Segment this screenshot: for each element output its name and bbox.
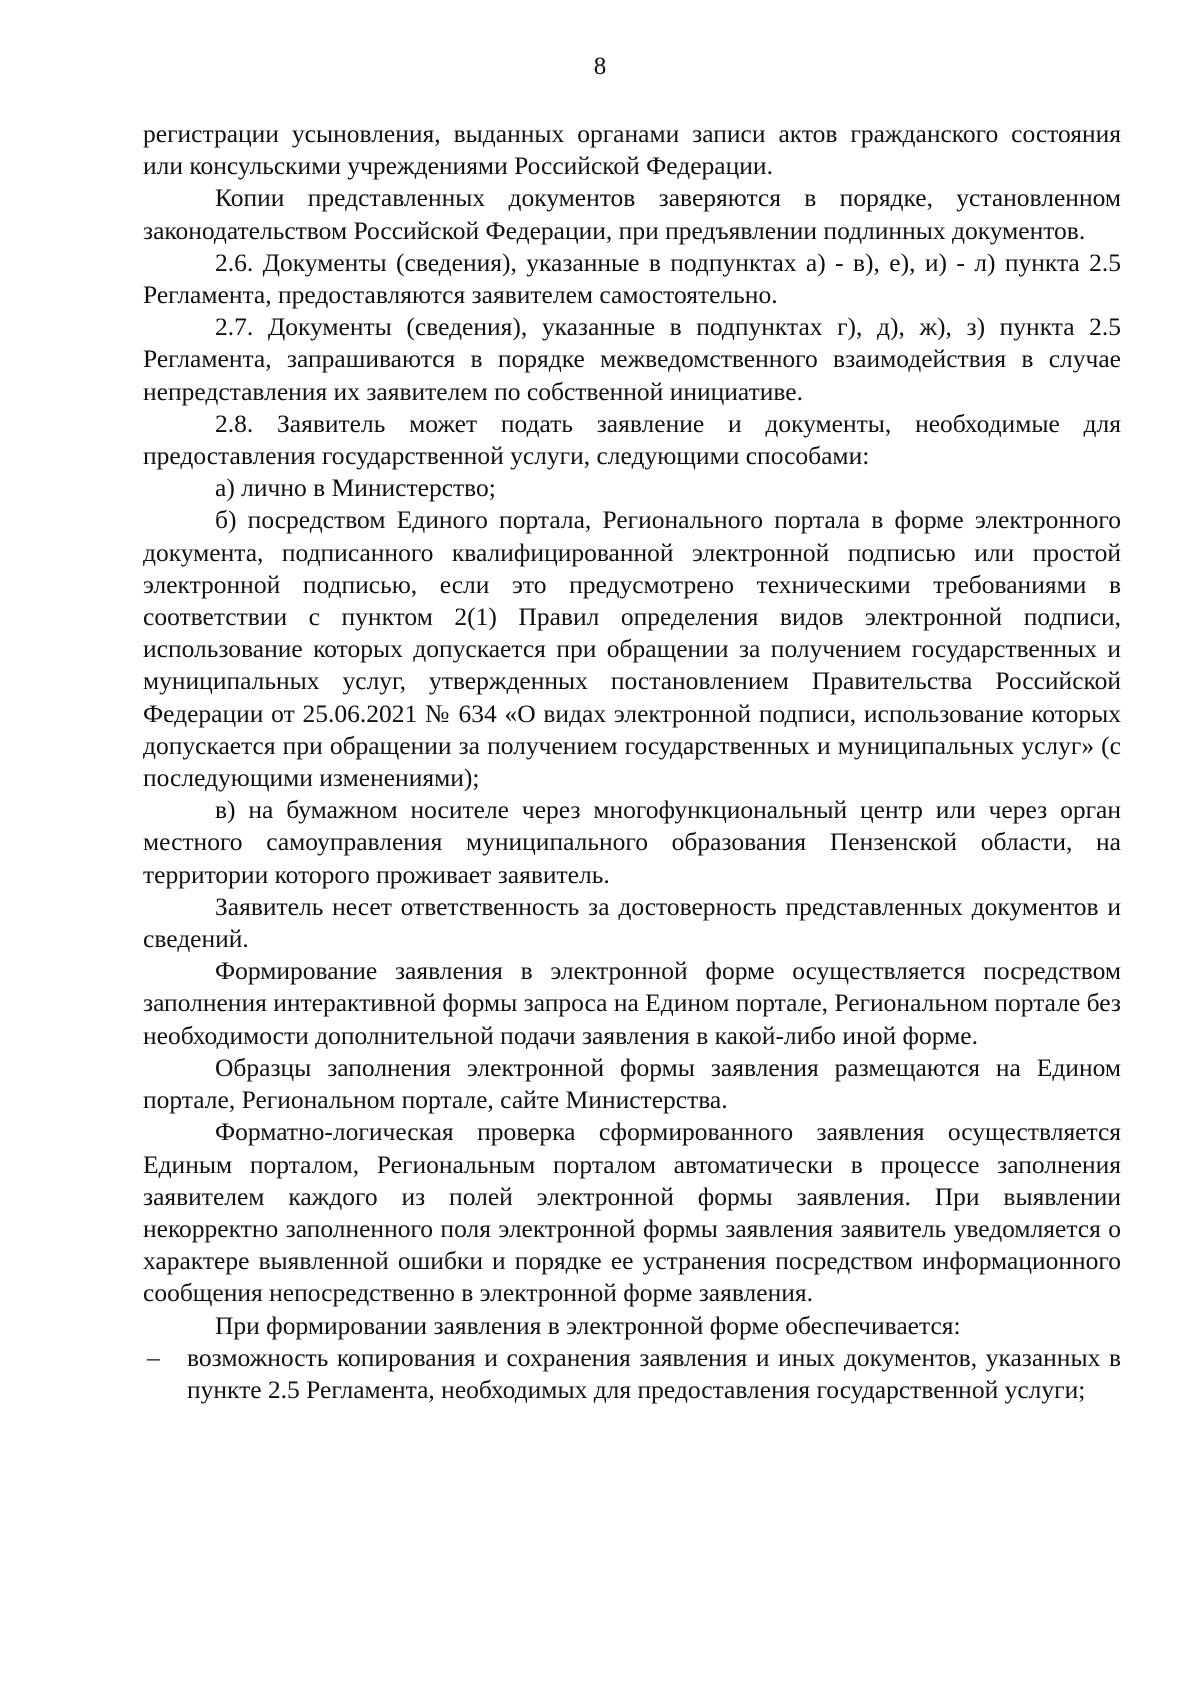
document-body — [143, 118, 1121, 1406]
list-item-a: а) лично в Министерство; — [215, 473, 496, 503]
paragraph-electronic-form: Формирование заявления в электронной форме осуществляется посредством заполнения интерактивной формы запроса на Едином портале, Региональном портале без необходимости дополнительной подачи заявления в какой-либо иной форме. — [143, 956, 1121, 1050]
paragraph-continuation: регистрации усыновления, выданных органами записи актов гражданского состояния или консульскими учреждениями Российской Федерации. — [143, 119, 1121, 181]
bullet-item — [143, 1342, 1121, 1406]
paragraph-validation: Форматно-логическая проверка сформированного заявления осуществляется Единым порталом, Региональным порталом автоматически в процессе заполнения заявителем каждого из полей электронной формы заявления. При выявлении некорректно заполненного поля электронной формы заявления заявитель уведомляется о характере выявленной ошибки и порядке ее устранения посредством информационного сообщения непосредственно в электронной форме заявления. — [143, 1117, 1121, 1308]
paragraph-samples: Образцы заполнения электронной формы заявления размещаются на Едином портале, Региональном портале, сайте Министерства. — [143, 1052, 1121, 1115]
dash-bullet-icon: – — [147, 1342, 160, 1372]
paragraph-2-6: 2.6. Документы (сведения), указанные в подпунктах а) - в), е), и) - л) пункта 2.5 Регламента, предоставляются заявителем самостоятельно. — [143, 247, 1121, 310]
page-number: 8 — [593, 53, 607, 80]
paragraph-responsibility: Заявитель несет ответственность за достоверность представленных документов и сведений. — [143, 891, 1121, 954]
paragraph-2-7: 2.7. Документы (сведения), указанные в подпунктах г), д), ж), з) пункта 2.5 Регламента, запрашиваются в порядке межведомственного взаимодействия в случае непредставления их заявителем по собственной инициативе. — [143, 312, 1121, 406]
list-item-v: в) на бумажном носителе через многофункциональный центр или через орган местного самоуправления муниципального образования Пензенской области, на территории которого проживает заявитель. — [143, 795, 1121, 889]
paragraph-2-8: 2.8. Заявитель может подать заявление и документы, необходимые для предоставления государственной услуги, следующими способами: — [143, 408, 1121, 471]
paragraph-provided: При формировании заявления в электронной форме обеспечивается: — [215, 1310, 961, 1340]
list-item-b: б) посредством Единого портала, Регионального портала в форме электронного документа, подписанного квалифицированной электронной подписью или простой электронной подписью, если это предусмотрено техническими требованиями в соответствии с пунктом 2(1) Правил определения видов электронной подписи, использование которых допускается при обращении за получением государственных и муниципальных услуг, утвержденных постановлением Правительства Российской Федерации от 25.06.2021 № 634 «О видах электронной подписи, использование которых допускается при обращении за получением государственных и муниципальных услуг» (с последующими изменениями); — [143, 505, 1121, 793]
paragraph-copies: Копии представленных документов заверяются в порядке, установленном законодательством Российской Федерации, при предъявлении подлинных документов. — [143, 183, 1121, 245]
bullet-item-text: возможность копирования и сохранения заявления и иных документов, указанных в пункте 2.5 Регламента, необходимых для предоставления государственной услуги; — [187, 1342, 1121, 1404]
